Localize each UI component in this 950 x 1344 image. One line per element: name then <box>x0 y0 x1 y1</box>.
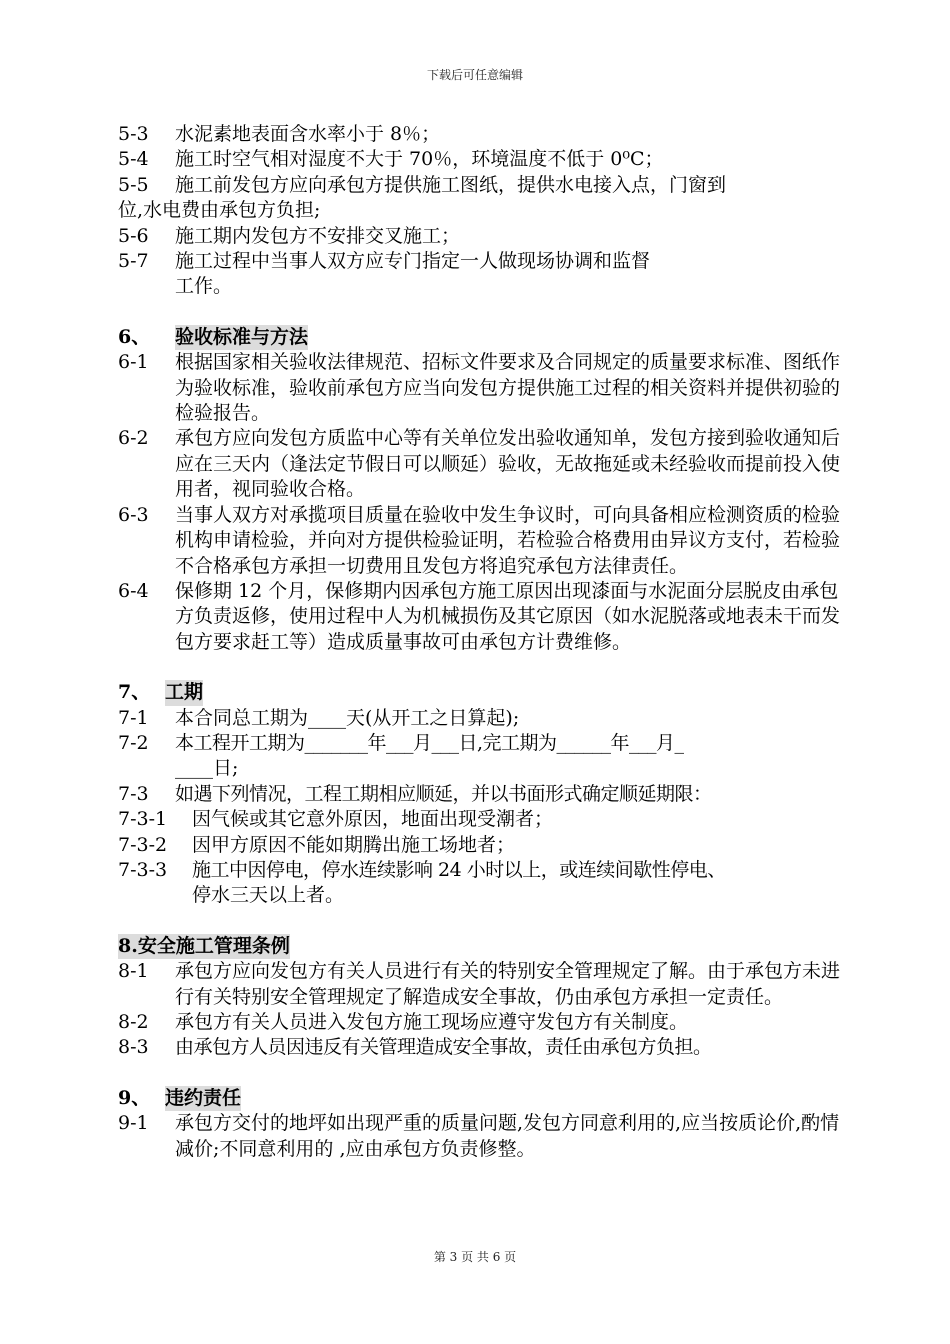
clause-number: 5-3 <box>118 123 149 145</box>
clause-7-2 <box>118 731 840 782</box>
clause-number: 7-1 <box>118 706 149 729</box>
clause-number: 7-3-3 <box>118 858 168 881</box>
clause-continuation: 停水三天以上者。 <box>192 884 345 907</box>
clause-6-4 <box>118 579 840 655</box>
clause-number: 5-4 <box>118 148 149 171</box>
section-6-heading <box>118 325 840 350</box>
clause-text: 因气候或其它意外原因，地面出现受潮者； <box>192 808 554 831</box>
section-title: 8.安全施工管理条例 <box>118 934 290 959</box>
clause-text: 施工期内发包方不安排交叉施工； <box>175 224 461 247</box>
clause-7-1 <box>118 706 840 731</box>
clause-text: 由承包方人员因违反有关管理造成安全事故，责任由承包方负担。 <box>175 1036 712 1059</box>
clause-5-5 <box>118 173 840 224</box>
clause-7-3-2 <box>118 833 840 858</box>
clause-number: 6-3 <box>118 503 149 526</box>
section-title: 工期 <box>165 680 203 705</box>
clause-7-3-1 <box>118 807 840 832</box>
clause-text: 施工中因停电，停水连续影响 24 小时以上，或连续间歇性停电、 <box>192 858 726 881</box>
clause-8-3 <box>118 1035 840 1060</box>
clause-number: 5-7 <box>118 250 149 273</box>
clause-6-1 <box>118 350 840 426</box>
clause-text: 保修期 12 个月，保修期内因承包方施工原因出现漆面与水泥面分层脱皮由承包方负责返修，使用过程中人为机械损伤及其它原因（如水泥脱落或地表未干而发包方要求赶工等）造成质量事故可由承包方计费维修。 <box>175 579 841 653</box>
clause-7-3-3 <box>118 858 840 909</box>
clause-continuation: 工作。 <box>175 275 233 298</box>
clause-text: 本合同总工期为____天(从开工之日算起); <box>175 706 520 729</box>
clause-text: 承包方有关人员进入发包方施工现场应遵守发包方有关制度。 <box>175 1011 689 1033</box>
clause-text: 施工时空气相对湿度不大于 70％，环境温度不低于 0⁰C； <box>175 148 664 171</box>
clause-text: 水泥素地表面含水率小于 8％； <box>175 123 441 145</box>
clause-5-6 <box>118 224 840 249</box>
clause-text: 如遇下列情况，工程工期相应顺延，并以书面形式确定顺延期限： <box>175 782 712 805</box>
clause-9-1 <box>118 1111 840 1162</box>
clause-number: 5-6 <box>118 224 149 247</box>
clause-5-7 <box>118 249 840 300</box>
clause-text: 施工过程中当事人双方应专门指定一人做现场协调和监督 <box>175 250 651 273</box>
clause-number: 6-1 <box>118 351 149 374</box>
section-number: 9、 <box>118 1086 151 1109</box>
clause-continuation: ____日; <box>175 757 239 780</box>
page-header: 下载后可任意编辑 <box>426 68 523 82</box>
clause-number: 8-3 <box>118 1036 149 1059</box>
clause-5-3 <box>118 122 840 147</box>
clause-text: 施工前发包方应向承包方提供施工图纸，提供水电接入点，门窗到 <box>175 173 727 196</box>
clause-text: 当事人双方对承揽项目质量在验收中发生争议时，可向具备相应检测资质的检验机构申请检验，并向对方提供检验证明，若检验合格费用由异议方支付，若检验不合格承包方承担一切费用且发包方将追究承包方法律责任。 <box>175 503 841 577</box>
clause-number: 7-3-1 <box>118 808 168 831</box>
clause-text: 根据国家相关验收法律规范、招标文件要求及合同规定的质量要求标准、图纸作为验收标准，验收前承包方应当向发包方提供施工过程的相关资料并提供初验的检验报告。 <box>175 351 841 425</box>
section-title: 验收标准与方法 <box>175 325 308 350</box>
clause-8-2 <box>118 1010 840 1035</box>
section-8-heading <box>118 934 840 959</box>
clause-text: 本工程开工期为_______年___月___日,完工期为______年___月_ <box>175 731 684 754</box>
section-number: 6、 <box>118 325 151 348</box>
clause-number: 8-1 <box>118 960 149 983</box>
clause-5-4 <box>118 147 840 172</box>
section-number: 7、 <box>118 681 151 704</box>
clause-number: 7-2 <box>118 731 149 754</box>
clause-text: 承包方交付的地坪如出现严重的质量问题,发包方同意利用的,应当按质论价,酌情减价;不同意利用的 ,应由承包方负责修整。 <box>175 1112 840 1160</box>
clause-text: 因甲方原因不能如期腾出施工场地者； <box>192 833 516 856</box>
clause-7-3 <box>118 782 840 807</box>
clause-text: 承包方应向发包方质监中心等有关单位发出验收通知单，发包方接到验收通知后应在三天内（逢法定节假日可以顺延）验收，无故拖延或未经验收而提前投入使用者，视同验收合格。 <box>175 427 841 501</box>
clause-number: 7-3-2 <box>118 833 168 856</box>
clause-number: 6-4 <box>118 579 149 602</box>
clause-number: 8-2 <box>118 1011 149 1033</box>
clause-6-3 <box>118 503 840 579</box>
clause-text: 承包方应向发包方有关人员进行有关的特别安全管理规定了解。由于承包方未进行有关特别安全管理规定了解造成安全事故，仍由承包方承担一定责任。 <box>175 960 841 1008</box>
clause-number: 9-1 <box>118 1112 149 1135</box>
section-7-heading <box>118 680 840 705</box>
section-9-heading <box>118 1086 840 1111</box>
clause-6-2 <box>118 426 840 502</box>
clause-number: 7-3 <box>118 782 149 805</box>
clause-number: 6-2 <box>118 427 149 450</box>
document-body <box>118 122 840 1162</box>
clause-number: 5-5 <box>118 173 149 196</box>
clause-continuation: 位,水电费由承包方负担; <box>118 199 321 222</box>
clause-8-1 <box>118 959 840 1010</box>
section-title: 违约责任 <box>165 1086 241 1111</box>
page-footer: 第 3 页 共 6 页 <box>433 1250 517 1264</box>
